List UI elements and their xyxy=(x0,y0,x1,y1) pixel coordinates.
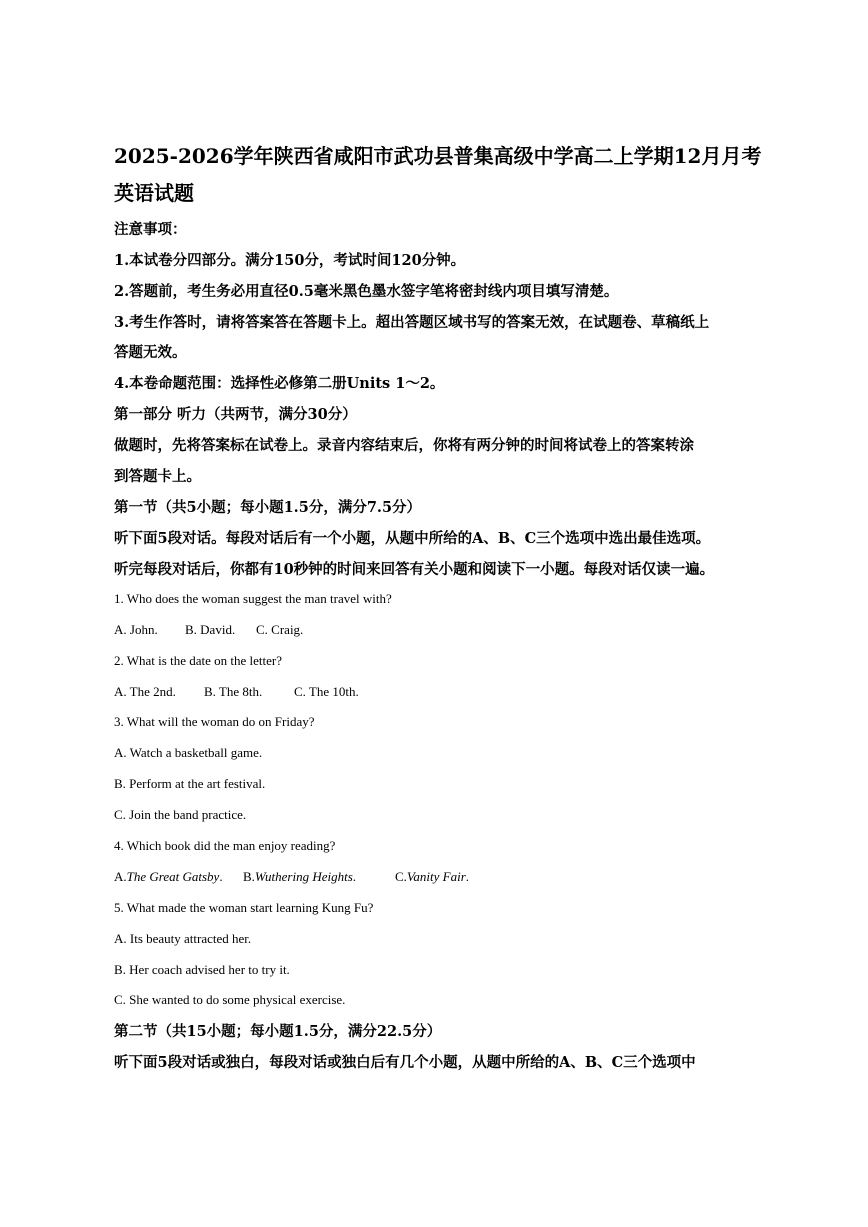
option-b: B. The 8th. xyxy=(204,684,263,699)
question-3-option-a: A. Watch a basketball game. xyxy=(114,745,263,760)
notice-item-3-cont: 答题无效。 xyxy=(114,344,187,361)
question-1: 1. Who does the woman suggest the man travel with? xyxy=(114,591,392,606)
question-4-options xyxy=(114,869,764,885)
option-end: . xyxy=(465,869,470,884)
book-title: The Great Gatsby xyxy=(126,869,220,884)
option-letter: A. xyxy=(114,869,127,884)
page-title: 2025-2026学年陕西省咸阳市武功县普集高级中学高二上学期12月月考英语试题 xyxy=(114,144,762,205)
question-3-option-b: B. Perform at the art festival. xyxy=(114,776,266,791)
section1-instruction-2: 听完每段对话后，你都有10秒钟的时间来回答有关小题和阅读下一小题。每段对话仅读一遍。 xyxy=(114,561,715,578)
notice-item-3: 3.考生作答时，请将答案答在答题卡上。超出答题区域书写的答案无效，在试题卷、草稿纸上 xyxy=(114,314,710,331)
option-end: . xyxy=(352,869,357,884)
option-letter: C. xyxy=(395,869,407,884)
option-a: A. John. xyxy=(114,622,158,637)
option-a: A. The 2nd. xyxy=(114,684,176,699)
section1-heading: 第一节（共5小题；每小题1.5分，满分7.5分） xyxy=(114,499,422,516)
question-3: 3. What will the woman do on Friday? xyxy=(114,714,315,729)
question-3-option-c: C. Join the band practice. xyxy=(114,807,247,822)
question-5-option-c: C. She wanted to do some physical exercise. xyxy=(114,992,346,1007)
notice-item-1: 1.本试卷分四部分。满分150分，考试时间120分钟。 xyxy=(114,252,466,269)
section2-heading: 第二节（共15小题；每小题1.5分，满分22.5分） xyxy=(114,1023,442,1040)
option-c: C. The 10th. xyxy=(294,684,359,699)
section2-instruction-1: 听下面5段对话或独白，每段对话或独白后有几个小题，从题中所给的A、B、C三个选项中 xyxy=(114,1054,696,1071)
part1-instruction-1: 做题时，先将答案标在试卷上。录音内容结束后，你将有两分钟的时间将试卷上的答案转涂 xyxy=(114,437,694,454)
question-5-option-b: B. Her coach advised her to try it. xyxy=(114,962,290,977)
option-letter: B. xyxy=(243,869,255,884)
option-a xyxy=(114,869,243,885)
section1-instruction-1: 听下面5段对话。每段对话后有一个小题，从题中所给的A、B、C三个选项中选出最佳选项。 xyxy=(114,530,711,547)
book-title: Wuthering Heights xyxy=(254,869,353,884)
option-c: C. Craig. xyxy=(256,622,304,637)
notice-item-4: 4.本卷命题范围：选择性必修第二册Units 1～2。 xyxy=(114,375,445,392)
question-5-option-a: A. Its beauty attracted her. xyxy=(114,931,252,946)
question-4: 4. Which book did the man enjoy reading? xyxy=(114,838,336,853)
question-2: 2. What is the date on the letter? xyxy=(114,653,282,668)
question-5: 5. What made the woman start learning Kung Fu? xyxy=(114,900,374,915)
option-c xyxy=(395,869,469,885)
part1-heading: 第一部分 听力（共两节，满分30分） xyxy=(114,406,357,423)
question-2-options xyxy=(114,684,764,700)
notice-item-2: 2.答题前，考生务必用直径0.5毫米黑色墨水签字笔将密封线内项目填写清楚。 xyxy=(114,283,619,300)
part1-instruction-2: 到答题卡上。 xyxy=(114,468,201,485)
option-end: . xyxy=(219,869,223,884)
book-title: Vanity Fair xyxy=(406,869,466,884)
notice-heading: 注意事项： xyxy=(114,221,187,238)
question-1-options xyxy=(114,622,764,638)
option-b: B. David. xyxy=(185,622,236,637)
option-b xyxy=(243,869,395,885)
